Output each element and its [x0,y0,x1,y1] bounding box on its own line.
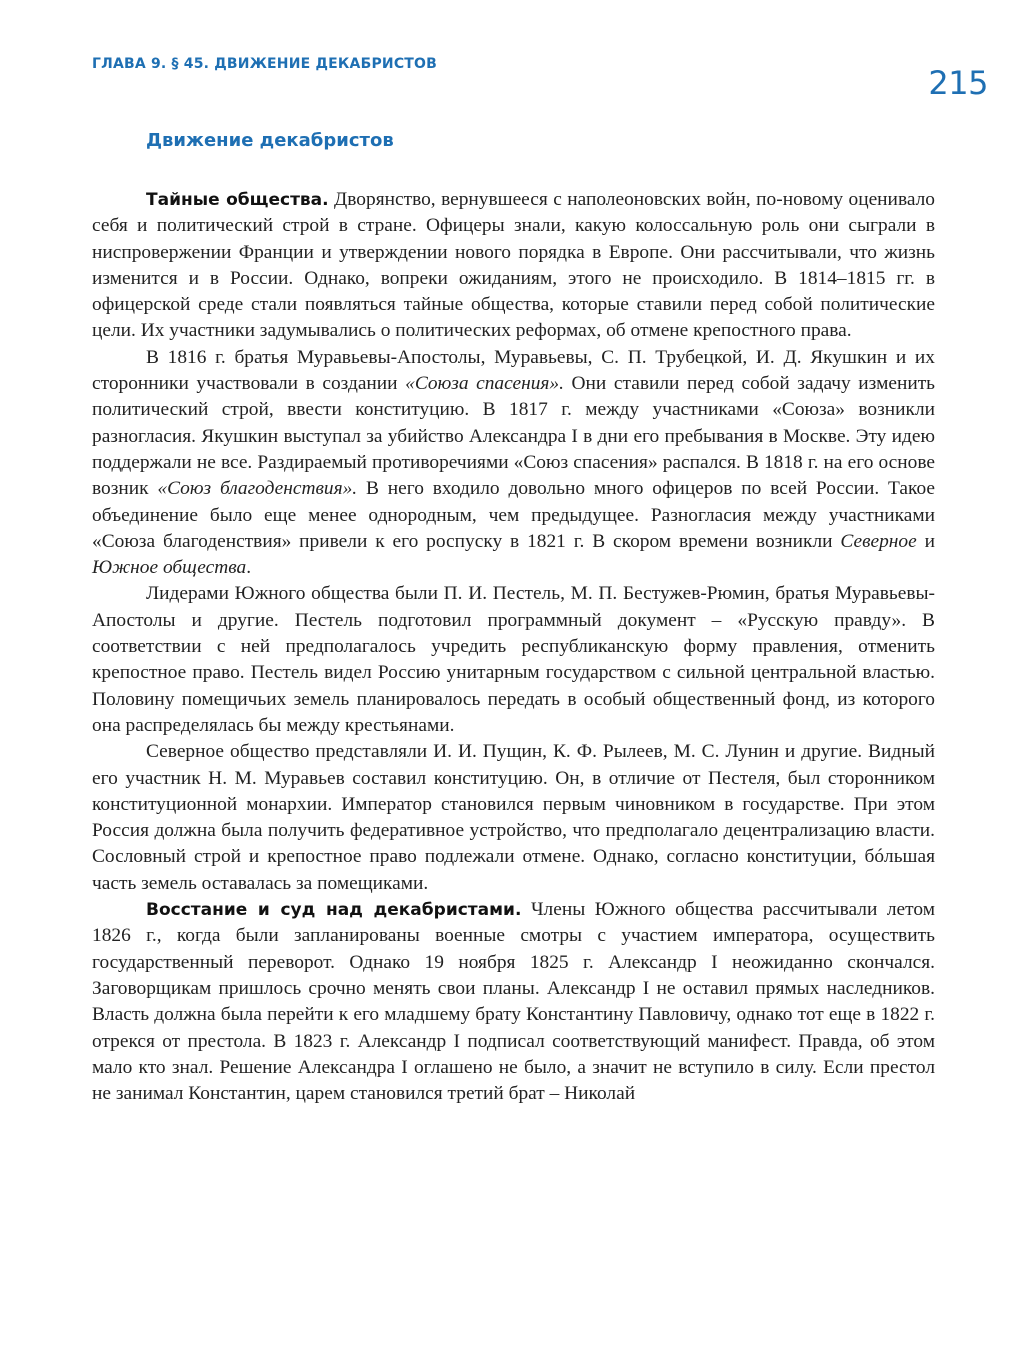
paragraph-text: Члены Южного общества рассчитывали летом 1826 г., когда были запланированы военные смотры с участием императора, осуществить государственный переворот. Однако 19 ноября 1825 г. Александр I неожиданно скончался. Заговорщикам пришлось срочно менять свои планы. Александр I не оставил прямых наследников. Власть должна была перейти к его младшему брату Константину Павловичу, однако тот еще в 1822 г. отрекся от престола. В 1823 г. Александр I подписал соответствующий манифест. Правда, об этом мало кто знал. Решение Александра I оглашено не было, а значит не вступило в силу. Если престол не занимал Константин, царем становился третий брат – Николай [92,899,935,1105]
paragraph-southern-society: Лидерами Южного общества были П. И. Пестель, М. П. Бестужев-Рюмин, братья Муравьевы-Апостолы и другие. Пестель подготовил программный документ – «Русскую правду». В соответствии с ней предполагалось учредить республиканскую форму правления, отменить крепостное право. Пестель видел Россию унитарным государством с сильной центральной властью. Половину помещичьих земель планировалось передать в особый общественный фонд, из которого она распределялась бы между крестьянами. [92,583,935,736]
paragraph-lead-heading: Восстание и суд над декабристами. [146,900,522,921]
section-title: Движение декабристов [146,130,394,151]
paragraph-lead-heading: Тайные общества. [146,190,329,210]
text-run: В 1816 г. братья Муравьевы-Апостолы, Муравьевы, С. П. Трубецкой, И. Д. Якушкин и их сторонники участвовали в создании [92,346,935,395]
paragraph-text: Дворянство, вернувшееся с наполеоновских войн, по-новому оценивало себя и политический строй в стране. Офицеры знали, какую колоссальную роль они сыграли в ниспровержении Франции и утверждении нового порядка в Европе. Они рассчитывали, что жизнь изменится и в России. Однако, вопреки ожиданиям, этого не происходило. В 1814–1815 гг. в офицерской среде стали появляться тайные общества, которые ставили перед собой политические цели. Их участники задумывались о политических реформах, об отмене крепостного права. [92,189,935,342]
text-run: . [246,557,252,579]
text-run: и [916,530,935,552]
italic-term: Северное [840,530,917,552]
page-number: 215 [928,64,988,102]
body-text [92,187,935,1107]
running-header: ГЛАВА 9. § 45. ДВИЖЕНИЕ ДЕКАБРИСТОВ [92,56,438,72]
paragraph-northern-society: Северное общество представляли И. И. Пущин, К. Ф. Рылеев, М. С. Лунин и другие. Видный его участник Н. М. Муравьев составил конституцию. Он, в отличие от Пестеля, был сторонником конституционной монархии. Император становился первым чиновником в государстве. При этом Россия должна была получить федеративное устройство, что предполагало децентрализацию власти. Сословный строй и крепостное право подлежали отмене. Однако, согласно конституции, бóльшая часть земель оставалась за помещиками. [92,741,935,894]
paragraph-secret-societies [92,187,935,345]
paragraph-uprising [92,897,935,1107]
italic-term: «Союза спасения». [405,373,564,395]
text-run: Они ставили перед собой задачу изменить политический строй, ввести конституцию. В 1817 г. между участниками «Союза» возникли разногласия. Якушкин выступал за убийство Александра I в дни его пребывания в Москве. Эту идею поддержали не все. Раздираемый противоречиями «Союз спасения» распался. В 1818 г. на его основе возник [92,373,936,500]
italic-term: «Союз благоденствия». [157,478,358,500]
italic-term: Южное общества [92,557,247,579]
text-run: В него входило довольно много офицеров по всей России. Такое объединение было еще менее однородным, чем предыдущее. Разногласия между участниками «Союза благоденствия» привели к его роспуску в 1821 г. В скором времени возникли [92,478,935,552]
paragraph-unions [92,345,935,582]
